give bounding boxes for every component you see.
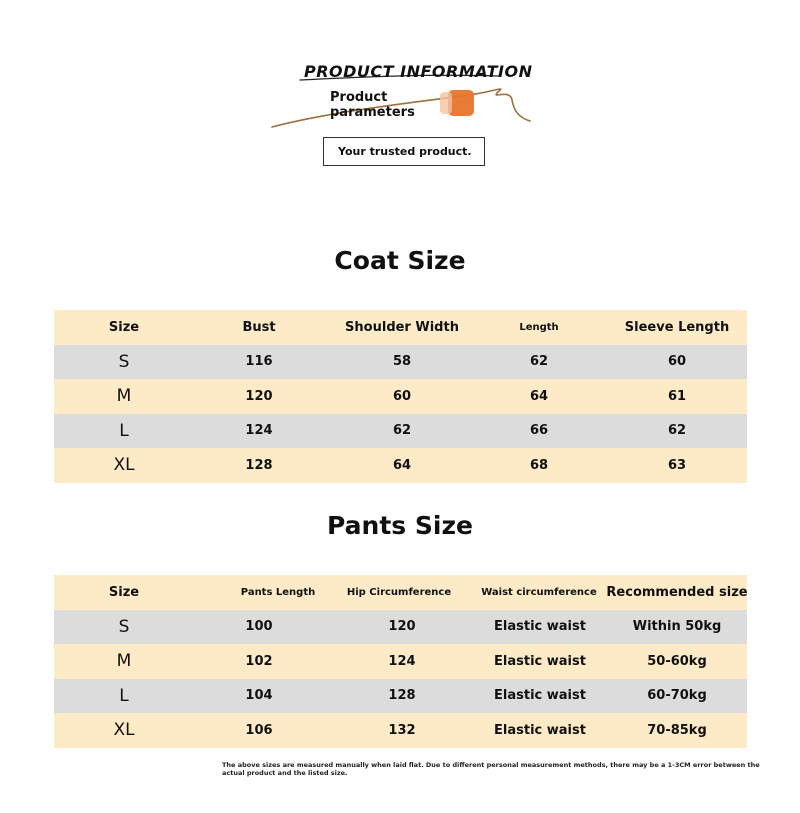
size-cell: XL xyxy=(113,720,135,741)
table-cell: 60-70kg xyxy=(647,688,707,704)
table-row xyxy=(54,379,747,414)
table-cell: 66 xyxy=(529,423,549,439)
column-header: Pants Length xyxy=(240,586,316,598)
table-row xyxy=(54,644,747,679)
table-cell: 50-60kg xyxy=(647,653,707,669)
brand-title: PRODUCT INFORMATION xyxy=(304,62,533,81)
table-cell: 61 xyxy=(667,388,687,404)
size-cell: L xyxy=(119,685,129,706)
table-row xyxy=(54,679,747,714)
column-header: Waist circumference xyxy=(481,586,597,598)
table-row xyxy=(54,448,747,483)
column-header: Bust xyxy=(242,319,276,335)
coat-size-title: Coat Size xyxy=(334,246,466,275)
table-cell: Elastic waist xyxy=(494,722,586,738)
table-cell: 68 xyxy=(529,457,549,473)
table-cell: 124 xyxy=(245,423,273,439)
table-row xyxy=(54,610,747,645)
size-cell: L xyxy=(119,420,129,441)
column-header: Recommended size xyxy=(606,584,748,600)
table-cell: 120 xyxy=(388,619,416,635)
size-cell: M xyxy=(116,651,132,672)
size-cell: S xyxy=(118,351,130,372)
size-cell: XL xyxy=(113,455,135,476)
table-cell: 60 xyxy=(392,388,412,404)
table-row xyxy=(54,414,747,449)
table-cell: Elastic waist xyxy=(494,688,586,704)
table-row xyxy=(54,713,747,748)
table-header-row xyxy=(54,575,747,610)
table-cell: 128 xyxy=(388,688,416,704)
pants-size-title: Pants Size xyxy=(327,511,473,540)
table-cell: 104 xyxy=(245,688,273,704)
table-cell: 106 xyxy=(245,722,273,738)
column-header: Hip Circumference xyxy=(346,586,452,598)
column-header: Length xyxy=(519,321,559,333)
brand-subtitle: Product parameters xyxy=(330,90,415,120)
table-cell: 62 xyxy=(392,423,412,439)
column-header: Shoulder Width xyxy=(345,319,459,335)
table-cell: 116 xyxy=(245,354,273,370)
table-cell: 62 xyxy=(667,423,687,439)
column-header: Size xyxy=(108,319,140,335)
coat-size-table xyxy=(54,310,747,483)
table-cell: Elastic waist xyxy=(494,653,586,669)
table-cell: Within 50kg xyxy=(632,619,722,635)
table-cell: 64 xyxy=(392,457,412,473)
table-cell: 63 xyxy=(667,457,687,473)
size-cell: S xyxy=(118,616,130,637)
table-cell: Elastic waist xyxy=(494,619,586,635)
tagline-box xyxy=(323,137,485,166)
table-cell: 58 xyxy=(392,354,412,370)
tagline-text: Your trusted product. xyxy=(338,145,472,158)
table-cell: 64 xyxy=(529,388,549,404)
table-cell: 132 xyxy=(388,722,416,738)
column-header: Size xyxy=(108,584,140,600)
column-header: Sleeve Length xyxy=(624,319,730,335)
table-header-row xyxy=(54,310,747,345)
pants-size-table xyxy=(54,575,747,748)
table-cell: 120 xyxy=(245,388,273,404)
table-cell: 100 xyxy=(245,619,273,635)
table-cell: 124 xyxy=(388,653,416,669)
table-cell: 102 xyxy=(245,653,273,669)
measurement-footnote: The above sizes are measured manually when laid flat. Due to different personal measurement methods, there may be a 1-3CM error between the actual product and the listed size. xyxy=(222,761,760,777)
size-cell: M xyxy=(116,386,132,407)
table-cell: 70-85kg xyxy=(647,722,707,738)
table-row xyxy=(54,345,747,380)
table-cell: 128 xyxy=(245,457,273,473)
table-cell: 62 xyxy=(529,354,549,370)
product-info-header xyxy=(0,0,800,180)
table-cell: 60 xyxy=(667,354,687,370)
